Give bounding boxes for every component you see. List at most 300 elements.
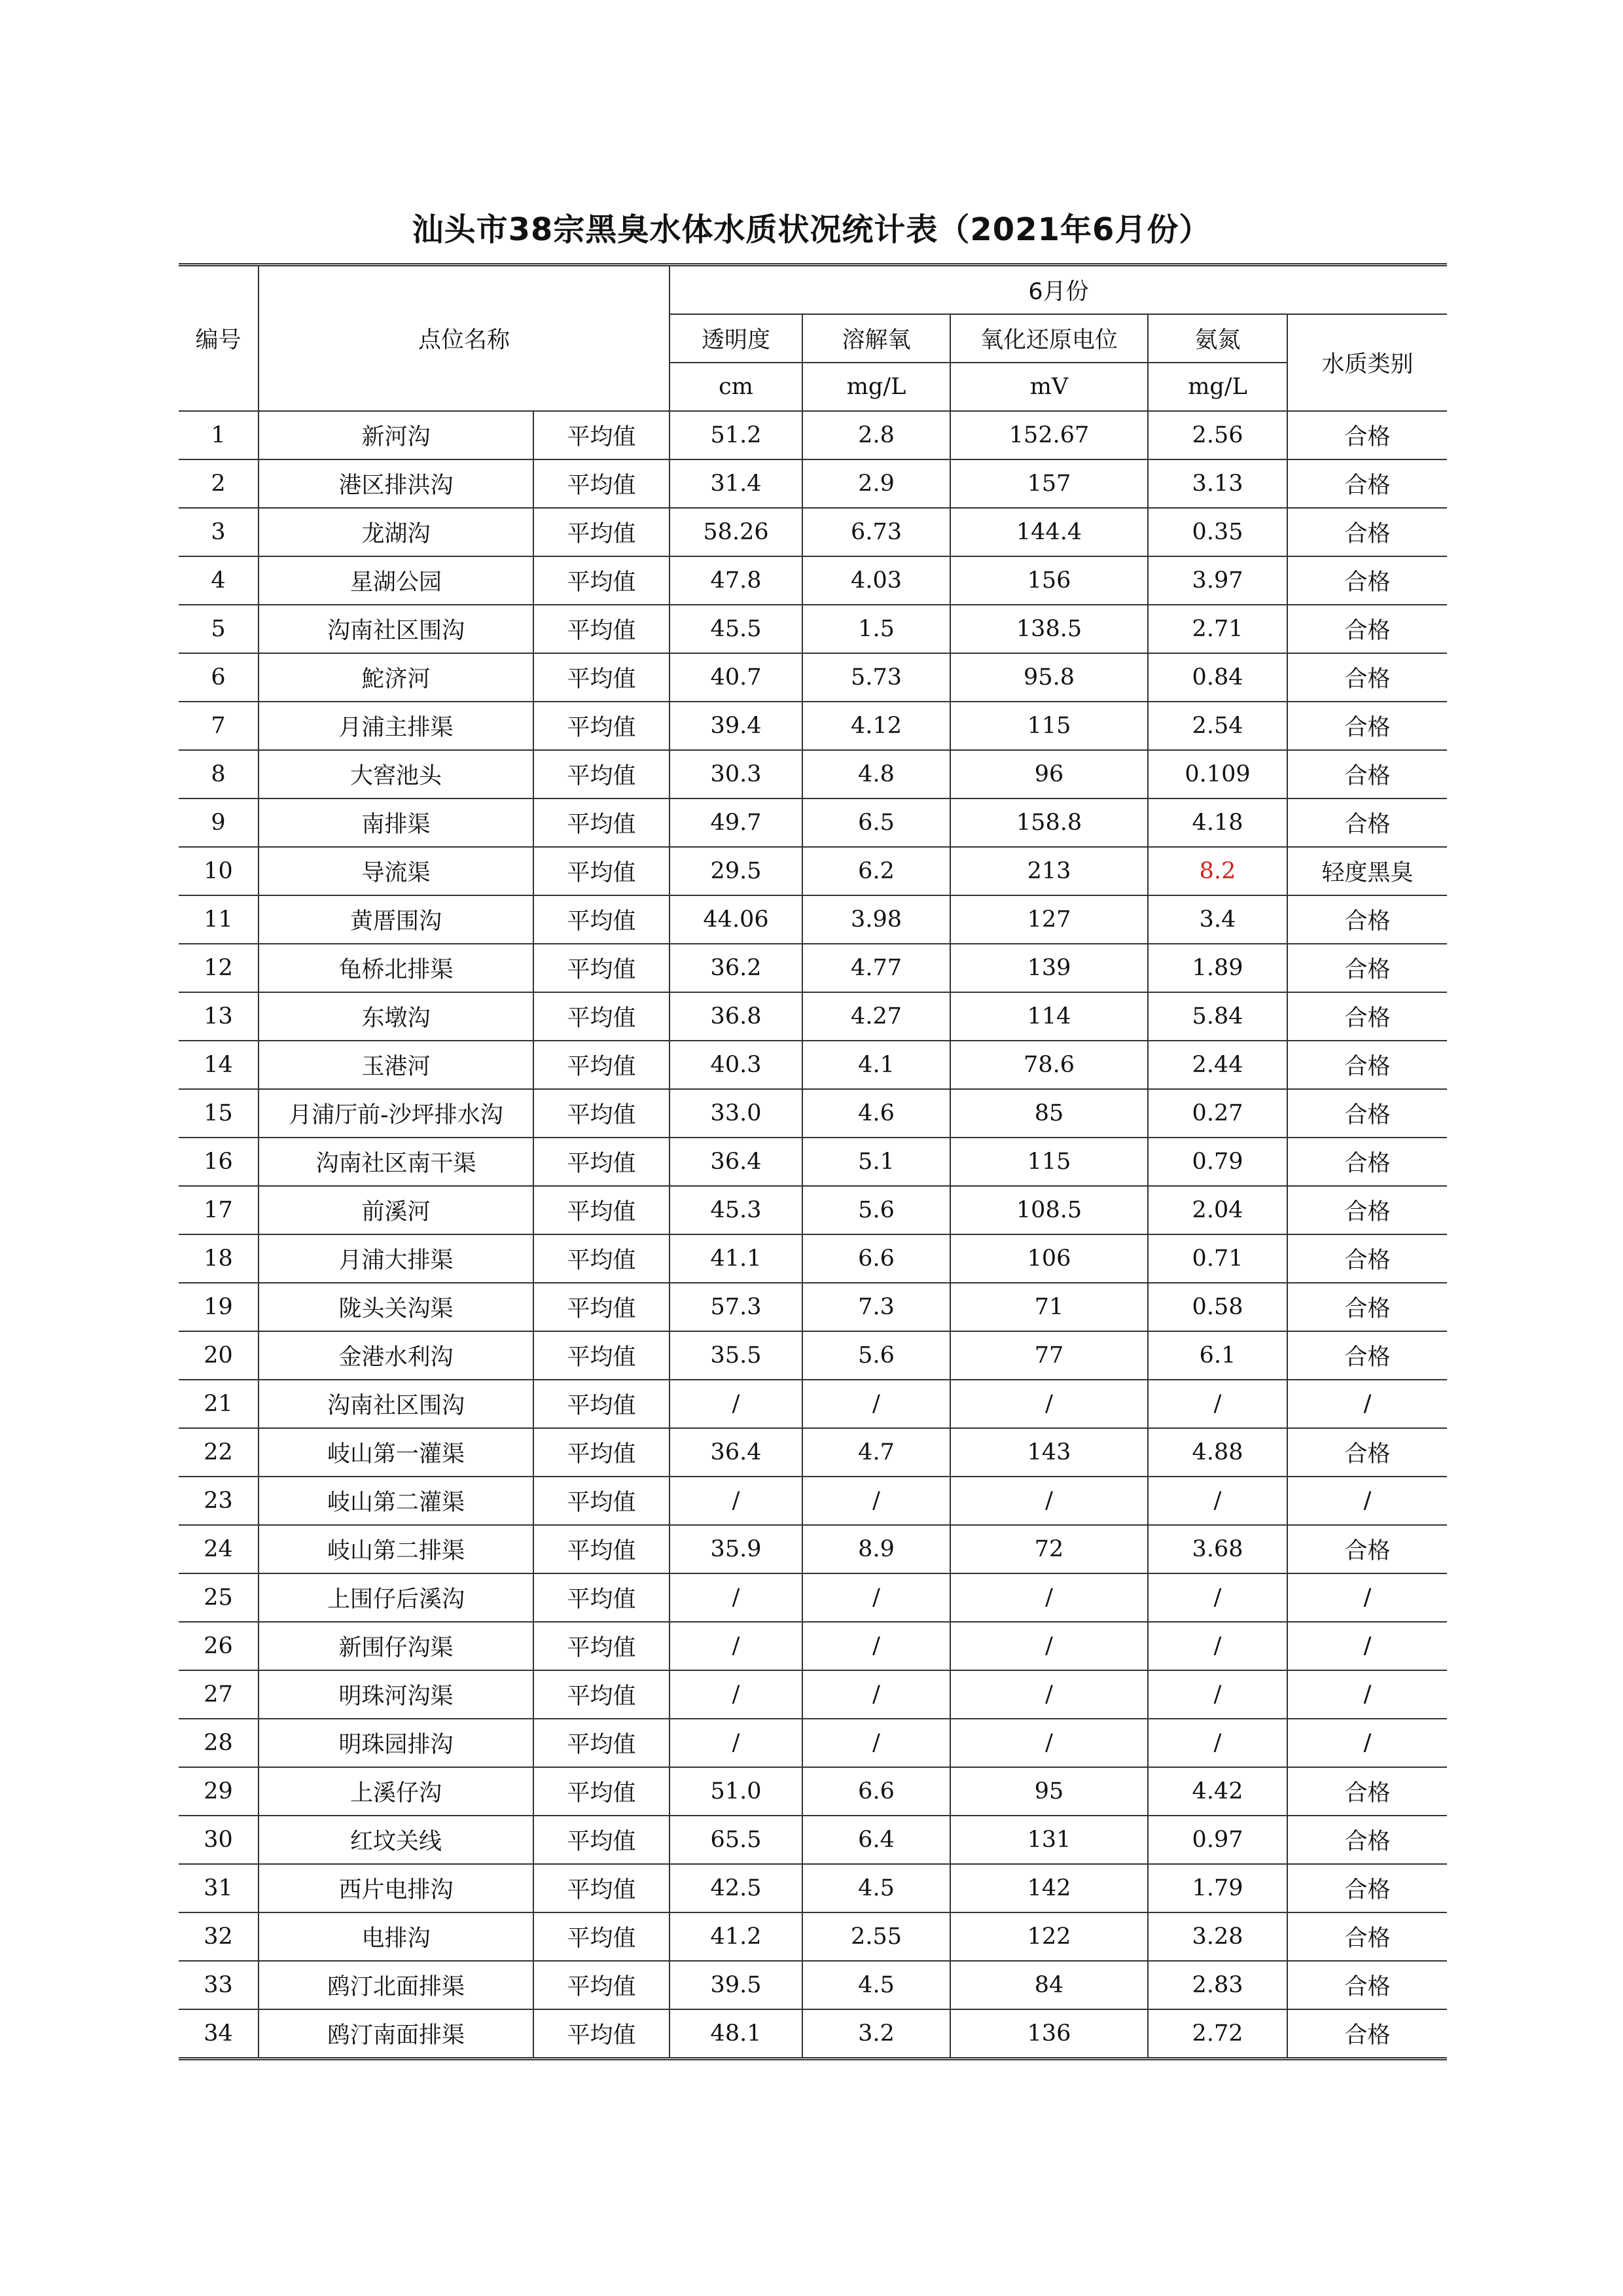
- cell-site-name: 陇头关沟渠: [259, 1283, 533, 1331]
- cell-dissolved-oxygen: 6.6: [802, 1767, 950, 1816]
- cell-orp: 78.6: [950, 1041, 1148, 1089]
- cell-orp: 144.4: [950, 508, 1148, 556]
- cell-site-name: 星湖公园: [259, 556, 533, 605]
- cell-site-name: 岐山第二灌渠: [259, 1477, 533, 1525]
- cell-index: 1: [179, 411, 259, 459]
- cell-orp: 72: [950, 1525, 1148, 1573]
- cell-quality: /: [1287, 1380, 1447, 1428]
- cell-ammonia: 0.71: [1148, 1234, 1287, 1283]
- cell-transparency: 45.3: [669, 1186, 802, 1234]
- cell-dissolved-oxygen: 5.6: [802, 1331, 950, 1380]
- cell-quality: 合格: [1287, 459, 1447, 508]
- cell-transparency: 39.4: [669, 702, 802, 750]
- cell-quality: 合格: [1287, 1816, 1447, 1864]
- cell-orp: 115: [950, 702, 1148, 750]
- cell-orp: 213: [950, 847, 1148, 895]
- cell-stat: 平均值: [533, 459, 669, 508]
- cell-transparency: 40.7: [669, 653, 802, 702]
- table-row: [179, 944, 1447, 992]
- cell-quality: 轻度黑臭: [1287, 847, 1447, 895]
- cell-transparency: 41.1: [669, 1234, 802, 1283]
- cell-ammonia: /: [1148, 1573, 1287, 1622]
- cell-orp: 71: [950, 1283, 1148, 1331]
- cell-stat: 平均值: [533, 1622, 669, 1670]
- cell-ammonia: /: [1148, 1380, 1287, 1428]
- cell-transparency: 39.5: [669, 1961, 802, 2009]
- cell-quality: 合格: [1287, 2009, 1447, 2059]
- cell-ammonia: 4.42: [1148, 1767, 1287, 1816]
- cell-dissolved-oxygen: 4.8: [802, 750, 950, 798]
- cell-site-name: 港区排洪沟: [259, 459, 533, 508]
- cell-stat: 平均值: [533, 750, 669, 798]
- cell-ammonia: 0.35: [1148, 508, 1287, 556]
- cell-quality: 合格: [1287, 556, 1447, 605]
- cell-dissolved-oxygen: 4.5: [802, 1961, 950, 2009]
- cell-ammonia: /: [1148, 1670, 1287, 1719]
- cell-index: 6: [179, 653, 259, 702]
- cell-ammonia: 2.72: [1148, 2009, 1287, 2059]
- cell-orp: 127: [950, 895, 1148, 944]
- cell-stat: 平均值: [533, 1719, 669, 1767]
- cell-site-name: 上围仔后溪沟: [259, 1573, 533, 1622]
- cell-orp: 143: [950, 1428, 1148, 1477]
- cell-dissolved-oxygen: /: [802, 1380, 950, 1428]
- cell-ammonia: 4.18: [1148, 798, 1287, 847]
- cell-ammonia: 5.84: [1148, 992, 1287, 1041]
- cell-site-name: 导流渠: [259, 847, 533, 895]
- cell-quality: 合格: [1287, 1912, 1447, 1961]
- table-row: [179, 1719, 1447, 1767]
- cell-dissolved-oxygen: 6.6: [802, 1234, 950, 1283]
- cell-transparency: /: [669, 1622, 802, 1670]
- cell-quality: /: [1287, 1477, 1447, 1525]
- table-row: [179, 1961, 1447, 2009]
- cell-transparency: /: [669, 1719, 802, 1767]
- cell-transparency: 49.7: [669, 798, 802, 847]
- cell-stat: 平均值: [533, 1041, 669, 1089]
- cell-index: 31: [179, 1864, 259, 1912]
- cell-quality: 合格: [1287, 895, 1447, 944]
- cell-dissolved-oxygen: 2.55: [802, 1912, 950, 1961]
- cell-quality: 合格: [1287, 1428, 1447, 1477]
- table-row: [179, 605, 1447, 653]
- cell-site-name: 月浦厅前-沙坪排水沟: [259, 1089, 533, 1138]
- cell-index: 13: [179, 992, 259, 1041]
- cell-quality: 合格: [1287, 798, 1447, 847]
- cell-orp: /: [950, 1380, 1148, 1428]
- cell-stat: 平均值: [533, 605, 669, 653]
- header-index: 编号: [179, 265, 259, 412]
- cell-orp: 136: [950, 2009, 1148, 2059]
- table-row: [179, 508, 1447, 556]
- cell-dissolved-oxygen: 6.5: [802, 798, 950, 847]
- cell-site-name: 电排沟: [259, 1912, 533, 1961]
- cell-stat: 平均值: [533, 1428, 669, 1477]
- cell-orp: /: [950, 1573, 1148, 1622]
- cell-orp: /: [950, 1477, 1148, 1525]
- cell-index: 19: [179, 1283, 259, 1331]
- cell-index: 34: [179, 2009, 259, 2059]
- cell-dissolved-oxygen: 4.5: [802, 1864, 950, 1912]
- cell-ammonia: 3.28: [1148, 1912, 1287, 1961]
- table-row: [179, 750, 1447, 798]
- cell-dissolved-oxygen: /: [802, 1719, 950, 1767]
- cell-ammonia: 6.1: [1148, 1331, 1287, 1380]
- cell-index: 16: [179, 1138, 259, 1186]
- cell-stat: 平均值: [533, 2009, 669, 2059]
- cell-orp: 158.8: [950, 798, 1148, 847]
- cell-ammonia: 2.56: [1148, 411, 1287, 459]
- cell-ammonia: 3.68: [1148, 1525, 1287, 1573]
- cell-index: 23: [179, 1477, 259, 1525]
- cell-dissolved-oxygen: 5.73: [802, 653, 950, 702]
- cell-dissolved-oxygen: 5.6: [802, 1186, 950, 1234]
- cell-site-name: 鸥汀北面排渠: [259, 1961, 533, 2009]
- cell-stat: 平均值: [533, 944, 669, 992]
- unit-transparency: cm: [669, 363, 802, 411]
- table-row: [179, 1380, 1447, 1428]
- cell-ammonia: 3.13: [1148, 459, 1287, 508]
- cell-stat: 平均值: [533, 1089, 669, 1138]
- cell-ammonia: 2.71: [1148, 605, 1287, 653]
- table-row: [179, 1138, 1447, 1186]
- cell-ammonia: /: [1148, 1477, 1287, 1525]
- cell-stat: 平均值: [533, 1283, 669, 1331]
- cell-index: 17: [179, 1186, 259, 1234]
- table-row: [179, 1186, 1447, 1234]
- cell-site-name: 玉港河: [259, 1041, 533, 1089]
- cell-index: 29: [179, 1767, 259, 1816]
- cell-orp: 84: [950, 1961, 1148, 2009]
- cell-stat: 平均值: [533, 1912, 669, 1961]
- cell-orp: 142: [950, 1864, 1148, 1912]
- cell-index: 2: [179, 459, 259, 508]
- cell-index: 11: [179, 895, 259, 944]
- cell-dissolved-oxygen: /: [802, 1477, 950, 1525]
- table-row: [179, 1041, 1447, 1089]
- cell-quality: /: [1287, 1670, 1447, 1719]
- cell-transparency: 35.9: [669, 1525, 802, 1573]
- table-row: [179, 556, 1447, 605]
- cell-site-name: 岐山第二排渠: [259, 1525, 533, 1573]
- cell-orp: 138.5: [950, 605, 1148, 653]
- cell-quality: 合格: [1287, 1767, 1447, 1816]
- cell-quality: 合格: [1287, 1234, 1447, 1283]
- table-row: [179, 1477, 1447, 1525]
- cell-transparency: 36.8: [669, 992, 802, 1041]
- cell-ammonia: 0.79: [1148, 1138, 1287, 1186]
- table-row: [179, 847, 1447, 895]
- header-site: 点位名称: [259, 265, 669, 412]
- table-row: [179, 411, 1447, 459]
- cell-dissolved-oxygen: 4.03: [802, 556, 950, 605]
- cell-transparency: 36.2: [669, 944, 802, 992]
- cell-dissolved-oxygen: 4.27: [802, 992, 950, 1041]
- table-row: [179, 1234, 1447, 1283]
- cell-transparency: 42.5: [669, 1864, 802, 1912]
- cell-ammonia: 2.04: [1148, 1186, 1287, 1234]
- cell-orp: 77: [950, 1331, 1148, 1380]
- cell-site-name: 新河沟: [259, 411, 533, 459]
- cell-ammonia: 0.58: [1148, 1283, 1287, 1331]
- header-month: 6月份: [669, 265, 1447, 315]
- cell-quality: 合格: [1287, 1331, 1447, 1380]
- cell-transparency: /: [669, 1573, 802, 1622]
- cell-ammonia: 0.84: [1148, 653, 1287, 702]
- cell-index: 20: [179, 1331, 259, 1380]
- cell-stat: 平均值: [533, 895, 669, 944]
- cell-dissolved-oxygen: 6.73: [802, 508, 950, 556]
- cell-dissolved-oxygen: 4.1: [802, 1041, 950, 1089]
- cell-stat: 平均值: [533, 847, 669, 895]
- cell-dissolved-oxygen: 2.9: [802, 459, 950, 508]
- table-row: [179, 653, 1447, 702]
- cell-quality: 合格: [1287, 508, 1447, 556]
- cell-site-name: 黄厝围沟: [259, 895, 533, 944]
- cell-dissolved-oxygen: /: [802, 1573, 950, 1622]
- cell-site-name: 沟南社区围沟: [259, 605, 533, 653]
- cell-ammonia: 4.88: [1148, 1428, 1287, 1477]
- cell-site-name: 鮀济河: [259, 653, 533, 702]
- cell-stat: 平均值: [533, 1138, 669, 1186]
- cell-index: 33: [179, 1961, 259, 2009]
- cell-dissolved-oxygen: 1.5: [802, 605, 950, 653]
- cell-index: 10: [179, 847, 259, 895]
- cell-quality: 合格: [1287, 1186, 1447, 1234]
- cell-transparency: 58.26: [669, 508, 802, 556]
- cell-stat: 平均值: [533, 702, 669, 750]
- cell-site-name: 新围仔沟渠: [259, 1622, 533, 1670]
- cell-orp: 152.67: [950, 411, 1148, 459]
- table-row: [179, 459, 1447, 508]
- table-row: [179, 1670, 1447, 1719]
- cell-transparency: 41.2: [669, 1912, 802, 1961]
- table-row: [179, 1283, 1447, 1331]
- cell-transparency: 31.4: [669, 459, 802, 508]
- cell-stat: 平均值: [533, 1331, 669, 1380]
- cell-dissolved-oxygen: /: [802, 1622, 950, 1670]
- table-row: [179, 1525, 1447, 1573]
- cell-quality: 合格: [1287, 1041, 1447, 1089]
- cell-site-name: 沟南社区围沟: [259, 1380, 533, 1428]
- cell-index: 18: [179, 1234, 259, 1283]
- cell-index: 27: [179, 1670, 259, 1719]
- cell-quality: 合格: [1287, 1961, 1447, 2009]
- cell-orp: 122: [950, 1912, 1148, 1961]
- cell-quality: 合格: [1287, 411, 1447, 459]
- table-row: [179, 1331, 1447, 1380]
- cell-orp: 156: [950, 556, 1148, 605]
- cell-quality: 合格: [1287, 702, 1447, 750]
- cell-orp: 157: [950, 459, 1148, 508]
- cell-stat: 平均值: [533, 653, 669, 702]
- cell-dissolved-oxygen: 6.2: [802, 847, 950, 895]
- cell-site-name: 龟桥北排渠: [259, 944, 533, 992]
- cell-ammonia: 2.54: [1148, 702, 1287, 750]
- table-row: [179, 1912, 1447, 1961]
- cell-site-name: 明珠园排沟: [259, 1719, 533, 1767]
- cell-index: 32: [179, 1912, 259, 1961]
- cell-stat: 平均值: [533, 1573, 669, 1622]
- cell-transparency: 51.2: [669, 411, 802, 459]
- cell-index: 5: [179, 605, 259, 653]
- cell-stat: 平均值: [533, 508, 669, 556]
- cell-quality: 合格: [1287, 653, 1447, 702]
- header-orp: 氧化还原电位: [950, 314, 1148, 363]
- cell-transparency: 65.5: [669, 1816, 802, 1864]
- cell-ammonia: 2.83: [1148, 1961, 1287, 2009]
- cell-index: 24: [179, 1525, 259, 1573]
- cell-orp: 95: [950, 1767, 1148, 1816]
- cell-index: 26: [179, 1622, 259, 1670]
- cell-site-name: 沟南社区南干渠: [259, 1138, 533, 1186]
- cell-transparency: 45.5: [669, 605, 802, 653]
- cell-orp: 115: [950, 1138, 1148, 1186]
- cell-site-name: 南排渠: [259, 798, 533, 847]
- water-quality-table: [179, 263, 1447, 2060]
- cell-stat: 平均值: [533, 1670, 669, 1719]
- cell-stat: 平均值: [533, 1234, 669, 1283]
- cell-stat: 平均值: [533, 992, 669, 1041]
- cell-index: 28: [179, 1719, 259, 1767]
- cell-stat: 平均值: [533, 1864, 669, 1912]
- cell-quality: 合格: [1287, 1283, 1447, 1331]
- cell-transparency: 36.4: [669, 1428, 802, 1477]
- cell-dissolved-oxygen: 2.8: [802, 411, 950, 459]
- table-row: [179, 702, 1447, 750]
- cell-transparency: 30.3: [669, 750, 802, 798]
- cell-transparency: 40.3: [669, 1041, 802, 1089]
- header-ammonia: 氨氮: [1148, 314, 1287, 363]
- unit-orp: mV: [950, 363, 1148, 411]
- cell-site-name: 鸥汀南面排渠: [259, 2009, 533, 2059]
- cell-transparency: /: [669, 1380, 802, 1428]
- cell-orp: /: [950, 1670, 1148, 1719]
- table-row: [179, 1622, 1447, 1670]
- cell-dissolved-oxygen: 6.4: [802, 1816, 950, 1864]
- cell-ammonia: 8.2: [1148, 847, 1287, 895]
- cell-site-name: 西片电排沟: [259, 1864, 533, 1912]
- cell-index: 25: [179, 1573, 259, 1622]
- cell-orp: 114: [950, 992, 1148, 1041]
- cell-transparency: 47.8: [669, 556, 802, 605]
- cell-transparency: 48.1: [669, 2009, 802, 2059]
- cell-index: 7: [179, 702, 259, 750]
- cell-stat: 平均值: [533, 1961, 669, 2009]
- cell-stat: 平均值: [533, 1186, 669, 1234]
- cell-site-name: 前溪河: [259, 1186, 533, 1234]
- table-row: [179, 1089, 1447, 1138]
- cell-ammonia: /: [1148, 1622, 1287, 1670]
- cell-orp: 106: [950, 1234, 1148, 1283]
- cell-quality: 合格: [1287, 992, 1447, 1041]
- cell-quality: /: [1287, 1622, 1447, 1670]
- cell-index: 9: [179, 798, 259, 847]
- cell-ammonia: 1.89: [1148, 944, 1287, 992]
- cell-ammonia: 1.79: [1148, 1864, 1287, 1912]
- cell-quality: 合格: [1287, 1864, 1447, 1912]
- cell-stat: 平均值: [533, 556, 669, 605]
- cell-transparency: /: [669, 1477, 802, 1525]
- unit-dissolved-oxygen: mg/L: [802, 363, 950, 411]
- cell-ammonia: 3.4: [1148, 895, 1287, 944]
- cell-transparency: 57.3: [669, 1283, 802, 1331]
- cell-orp: /: [950, 1719, 1148, 1767]
- cell-stat: 平均值: [533, 798, 669, 847]
- cell-ammonia: 0.97: [1148, 1816, 1287, 1864]
- cell-dissolved-oxygen: 7.3: [802, 1283, 950, 1331]
- cell-dissolved-oxygen: 4.12: [802, 702, 950, 750]
- cell-quality: 合格: [1287, 1138, 1447, 1186]
- header-transparency: 透明度: [669, 314, 802, 363]
- cell-transparency: 35.5: [669, 1331, 802, 1380]
- cell-quality: /: [1287, 1573, 1447, 1622]
- table-row: [179, 992, 1447, 1041]
- cell-ammonia: 0.27: [1148, 1089, 1287, 1138]
- cell-stat: 平均值: [533, 1767, 669, 1816]
- cell-quality: 合格: [1287, 605, 1447, 653]
- cell-dissolved-oxygen: 8.9: [802, 1525, 950, 1573]
- cell-index: 3: [179, 508, 259, 556]
- cell-site-name: 月浦大排渠: [259, 1234, 533, 1283]
- table-body: [179, 265, 1447, 2059]
- cell-stat: 平均值: [533, 1525, 669, 1573]
- cell-transparency: 33.0: [669, 1089, 802, 1138]
- cell-dissolved-oxygen: 4.77: [802, 944, 950, 992]
- cell-dissolved-oxygen: 3.98: [802, 895, 950, 944]
- cell-stat: 平均值: [533, 411, 669, 459]
- cell-site-name: 金港水利沟: [259, 1331, 533, 1380]
- cell-index: 21: [179, 1380, 259, 1428]
- cell-orp: 95.8: [950, 653, 1148, 702]
- cell-quality: 合格: [1287, 944, 1447, 992]
- table-row: [179, 798, 1447, 847]
- header-quality: 水质类别: [1287, 314, 1447, 411]
- cell-transparency: /: [669, 1670, 802, 1719]
- page-title: 汕头市38宗黑臭水体水质状况统计表（2021年6月份）: [412, 211, 1211, 248]
- cell-stat: 平均值: [533, 1816, 669, 1864]
- cell-index: 15: [179, 1089, 259, 1138]
- cell-dissolved-oxygen: 5.1: [802, 1138, 950, 1186]
- cell-quality: 合格: [1287, 1525, 1447, 1573]
- cell-site-name: 月浦主排渠: [259, 702, 533, 750]
- cell-site-name: 红坟关线: [259, 1816, 533, 1864]
- cell-transparency: 44.06: [669, 895, 802, 944]
- cell-index: 4: [179, 556, 259, 605]
- cell-site-name: 龙湖沟: [259, 508, 533, 556]
- cell-dissolved-oxygen: /: [802, 1670, 950, 1719]
- cell-stat: 平均值: [533, 1477, 669, 1525]
- cell-index: 14: [179, 1041, 259, 1089]
- cell-dissolved-oxygen: 4.7: [802, 1428, 950, 1477]
- cell-quality: 合格: [1287, 750, 1447, 798]
- cell-site-name: 大窖池头: [259, 750, 533, 798]
- cell-ammonia: 2.44: [1148, 1041, 1287, 1089]
- table-row: [179, 895, 1447, 944]
- cell-ammonia: 3.97: [1148, 556, 1287, 605]
- cell-index: 12: [179, 944, 259, 992]
- cell-transparency: 29.5: [669, 847, 802, 895]
- cell-index: 22: [179, 1428, 259, 1477]
- cell-quality: /: [1287, 1719, 1447, 1767]
- table-row: [179, 2009, 1447, 2059]
- header-dissolved-oxygen: 溶解氧: [802, 314, 950, 363]
- cell-orp: 139: [950, 944, 1148, 992]
- cell-site-name: 东墩沟: [259, 992, 533, 1041]
- cell-transparency: 51.0: [669, 1767, 802, 1816]
- cell-site-name: 上溪仔沟: [259, 1767, 533, 1816]
- cell-ammonia: /: [1148, 1719, 1287, 1767]
